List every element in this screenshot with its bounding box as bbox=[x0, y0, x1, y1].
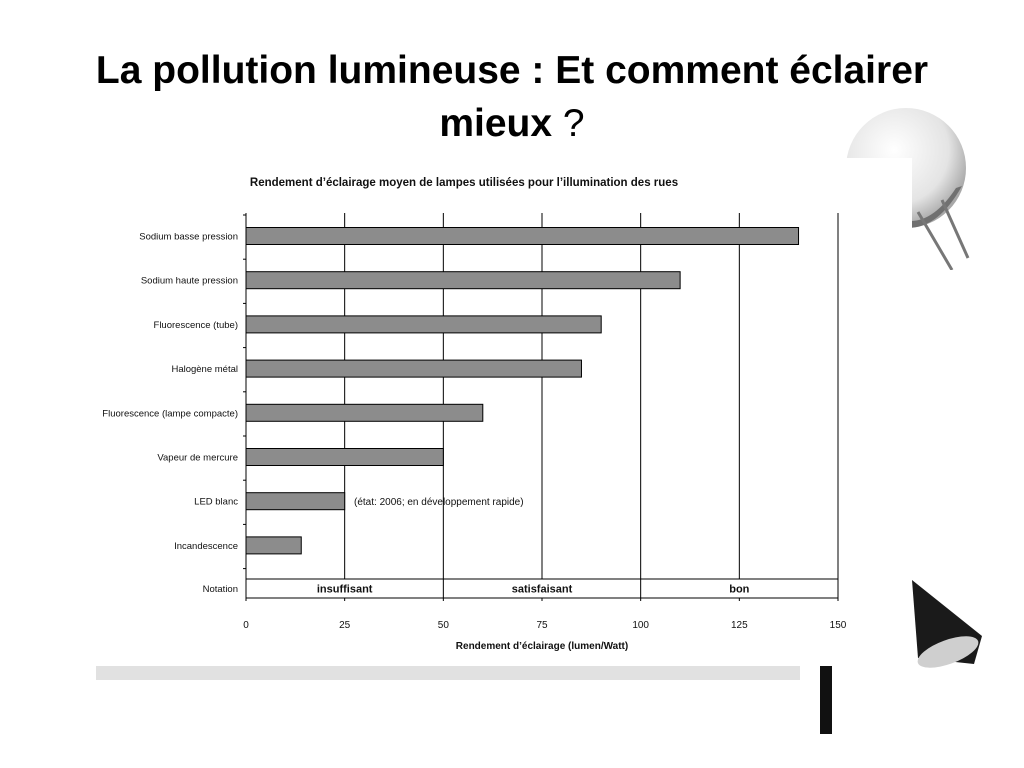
x-tick-label: 0 bbox=[243, 620, 249, 631]
led-annotation: (état: 2006; en développement rapide) bbox=[354, 497, 524, 508]
bar bbox=[246, 493, 345, 510]
slide-title-question-mark: ? bbox=[562, 102, 585, 145]
x-tick-label: 50 bbox=[437, 620, 449, 631]
bar bbox=[246, 449, 443, 466]
category-label: Fluorescence (lampe compacte) bbox=[102, 408, 238, 420]
x-tick-label: 75 bbox=[536, 620, 548, 631]
x-axis-label: Rendement d’éclairage (lumen/Watt) bbox=[455, 641, 629, 652]
category-label: LED blanc bbox=[194, 496, 238, 508]
bar bbox=[246, 537, 301, 554]
rating-band-label: satisfaisant bbox=[511, 583, 573, 596]
category-label: Sodium haute pression bbox=[140, 275, 238, 287]
x-tick-label: 150 bbox=[829, 620, 847, 631]
x-tick-label: 25 bbox=[339, 620, 351, 631]
rating-label: Notation bbox=[202, 584, 238, 595]
bar bbox=[246, 272, 680, 289]
slide-title-text: La pollution lumineuse : Et comment éclairer mieux bbox=[95, 49, 929, 145]
bar bbox=[246, 228, 799, 245]
rating-row bbox=[203, 579, 838, 598]
category-label: Incandescence bbox=[174, 540, 238, 552]
chart-title: Rendement d’éclairage moyen de lampes utilisées pour l’illumination des rues bbox=[249, 177, 679, 189]
category-label: Vapeur de mercure bbox=[157, 452, 238, 464]
bar bbox=[246, 316, 601, 333]
bar bbox=[246, 404, 483, 421]
bar-chart bbox=[70, 158, 912, 666]
rating-band-label: bon bbox=[729, 583, 750, 596]
category-label: Halogène métal bbox=[171, 364, 238, 376]
grid-lines bbox=[345, 213, 838, 579]
chart-card bbox=[70, 158, 912, 666]
category-label: Fluorescence (tube) bbox=[153, 319, 238, 331]
rating-band-label: insuffisant bbox=[316, 583, 373, 596]
x-tick-label: 100 bbox=[632, 620, 650, 631]
category-labels bbox=[102, 232, 238, 552]
chart-shadow bbox=[96, 664, 800, 680]
category-label: Sodium basse pression bbox=[139, 231, 238, 243]
x-tick-label: 125 bbox=[730, 620, 748, 631]
bar bbox=[246, 360, 581, 377]
